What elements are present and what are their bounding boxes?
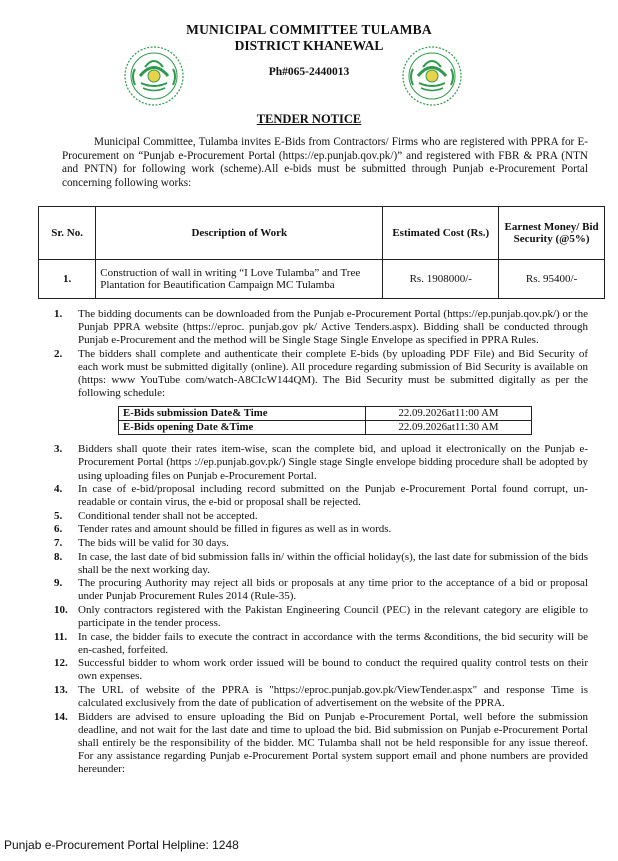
- works-table-header: [39, 207, 605, 260]
- col-estimated-cost: Estimated Cost (Rs.): [383, 207, 499, 260]
- schedule-label: E-Bids opening Date &Time: [119, 421, 366, 435]
- list-item: 12. Successful bidder to whom work order issued will be bound to conduct the required quality control tests on their own expenses.: [54, 657, 588, 683]
- list-item: 13. The URL of website of the PPRA is "https://eproc.punjab.gov.pk/ViewTender.aspx" and response Time is calculated exclusively from the date of publication of advertisement on the website of the PPRA.: [54, 684, 588, 710]
- org-name: MUNICIPAL COMMITTEE TULAMBA: [186, 22, 432, 37]
- phone-number: Ph#065-2440013: [268, 66, 350, 78]
- notice-title: TENDER NOTICE: [256, 112, 362, 126]
- row-sr: 1.: [39, 260, 96, 299]
- col-earnest-money: Earnest Money/ Bid Security (@5%): [499, 207, 605, 260]
- table-row: [119, 407, 532, 421]
- list-item: 1. The bidding documents can be downloaded from the Punjab e-Procurement Portal (https://ep.punjab.qov.pk/) or the Punjab PPRA website (https://eproc. punjab.gov pk/ Active Tenders.aspx). Bidding shall be conducted through Punjab e-Procurement and the method will be Single Stage Single Envelope as specified in PPRA Rules.: [54, 308, 588, 347]
- row-estimated-cost: Rs. 1908000/-: [383, 260, 499, 299]
- table-row: [39, 260, 605, 299]
- list-item: 5. Conditional tender shall not be accepted.: [54, 509, 258, 522]
- list-item: 11. In case, the bidder fails to execute the contract in accordance with the terms &conditions, the bid security will be en-cashed, forfeited.: [54, 630, 588, 656]
- list-item: 2. The bidders shall complete and authenticate their complete E-bids (by uploading PDF File) and Bid Security of each work must be submitted digitally (online). All procedure regarding submission of Bid Security is available on (https: www YouTube com/watch-A8CIcW144QM). The Bid Security must be submitted digitally as per the following schedule: E-Bids submission Date& Time 22.09.2026at11:00 AM E-Bids opening Date &Time 22.09.2026at11:30 AM: [54, 348, 588, 436]
- list-item: 3. Bidders shall quote their rates item-wise, scan the complete bid, and upload it electronically on the Punjab e-Procurement Portal (https ://ep.punjab.gov.pk/) Single stage Single envelope bidding procedure shall be adopted by using uploading files on Punjab e-Procurement Portal.: [54, 443, 588, 482]
- col-description: Description of Work: [96, 207, 383, 260]
- list-item: 6. Tender rates and amount should be filled in figures as well as in words.: [54, 523, 392, 536]
- list-item: 9. The procuring Authority may reject all bids or proposals at any time prior to the acceptance of a bid or proposal under Punjab Procurement Rules 2014 (Rule-35).: [54, 577, 588, 603]
- list-item: 8. In case, the last date of bid submission falls in/ within the official holiday(s), the last date for submission of the bids shall be the next working day.: [54, 550, 588, 576]
- list-item: 4. In case of e-bid/proposal including record submitted on the Punjab e-Procurement Portal found corrupt, un-readable or contain virus, the e-bid or proposal shall be rejected.: [54, 483, 588, 509]
- list-item: 7. The bids will be valid for 30 days.: [54, 537, 229, 549]
- works-table: [38, 206, 605, 299]
- list-item: 14. Bidders are advised to ensure uploading the Bid on Punjab e-Procurement Portal, well before the submission deadline, and not wait for the last date and time to upload the bid. Bid submission on Punjab e-Procurement Portal shall entirely be the responsibility of the bidder. MC Tulamba shall not be held responsible for any issue thereof. For any assistance regarding Punjab e-Procurement Portal system support email and phone numbers are provided hereunder:: [54, 710, 588, 776]
- schedule-value: 22.09.2026at11:30 AM: [366, 421, 532, 435]
- col-sr: Sr. No.: [39, 207, 96, 260]
- intro-paragraph: Municipal Committee, Tulamba invites E-Bids from Contractors/ Firms who are registered with PPRA for E-Procurement on “Punjab e-Procurement Portal (https://ep.punjab.qov.pk/)” and registered with FBR & PRA (NTN and PNTN) for following work (scheme).All e-bids must be submitted through Punjab e-Procurement Portal concerning following works:: [62, 136, 588, 189]
- list-item: 10. Only contractors registered with the Pakistan Engineering Council (PEC) in the relevant category are eligible to participate in the tender process.: [54, 603, 588, 630]
- row-earnest-money: Rs. 95400/-: [499, 260, 605, 299]
- bid-schedule-table: [118, 406, 532, 435]
- table-row: [119, 421, 532, 435]
- schedule-value: 22.09.2026at11:00 AM: [366, 407, 532, 421]
- schedule-label: E-Bids submission Date& Time: [119, 407, 366, 421]
- helpline-footer: Punjab e-Procurement Portal Helpline: 1248: [4, 838, 239, 852]
- row-description: Construction of wall in writing “I Love Tulamba” and Tree Plantation for Beautification Campaign MC Tulamba: [96, 260, 383, 299]
- district-name: DISTRICT KHANEWAL: [234, 38, 384, 53]
- clauses-list: [54, 308, 588, 777]
